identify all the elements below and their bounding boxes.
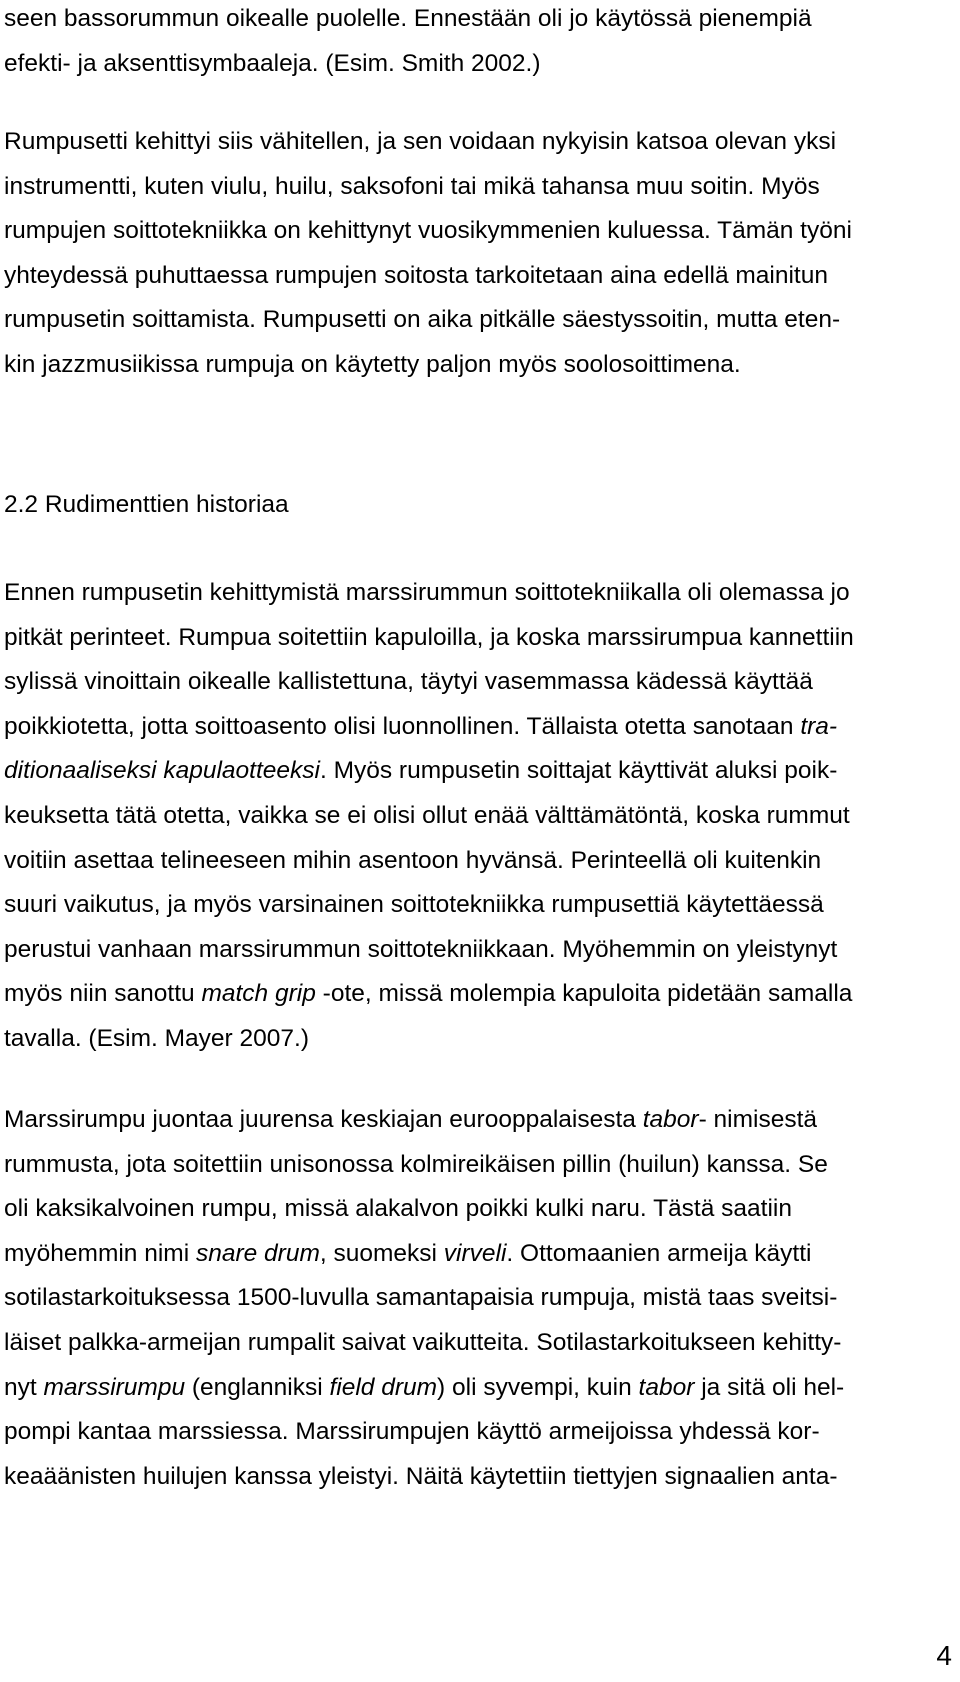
paragraph-line <box>4 846 821 876</box>
paragraph-line <box>4 49 541 79</box>
text-run: Marssirumpu juontaa juurensa keskiajan eurooppalaisesta <box>4 1106 643 1133</box>
text-run: myöhemmin nimi <box>4 1239 196 1267</box>
text-run: - nimisestä <box>698 1106 818 1133</box>
paragraph-line <box>4 801 850 831</box>
italic-text-run: match grip <box>201 980 316 1008</box>
paragraph-line <box>4 1328 841 1358</box>
text-run: ja sitä oli hel- <box>694 1373 845 1401</box>
text-run: instrumentti, kuten viulu, huilu, saksofoni tai mikä tahansa muu soitin. Myös <box>4 172 820 200</box>
text-run: , suomeksi <box>319 1239 444 1267</box>
text-run: yhteydessä puhuttaessa rumpujen soitosta tarkoitetaan aina edellä mainitun <box>4 261 828 289</box>
italic-text-run: ditionaaliseksi kapulaotteeksi <box>4 757 320 785</box>
text-run: tavalla. (Esim. Mayer 2007.) <box>4 1025 309 1052</box>
text-run: (englanniksi <box>185 1373 330 1401</box>
text-run: nyt <box>4 1373 44 1401</box>
text-run: . Myös rumpusetin soittajat käyttivät aluksi poik- <box>319 757 838 785</box>
text-run: läiset palkka-armeijan rumpalit saivat vaikutteita. Sotilastarkoitukseen kehitty- <box>4 1329 842 1356</box>
paragraph-line <box>4 935 837 965</box>
paragraph-line <box>4 979 852 1009</box>
text-run: pitkät perinteet. Rumpua soitettiin kapuloilla, ja koska marssirumpua kannettiin <box>4 623 854 651</box>
italic-text-run: virveli <box>443 1239 507 1267</box>
paragraph-line <box>4 261 828 291</box>
paragraph-line <box>4 127 836 157</box>
text-run: . Ottomaanien armeija käytti <box>506 1239 812 1267</box>
text-run: myös niin sanottu <box>4 980 202 1008</box>
italic-text-run: snare drum <box>195 1239 320 1267</box>
text-run: suuri vaikutus, ja myös varsinainen soittotekniikka rumpusettiä käytettäessä <box>4 891 824 919</box>
italic-text-run: tra- <box>800 712 838 740</box>
italic-text-run: field drum <box>329 1373 438 1401</box>
paragraph-line <box>4 890 824 920</box>
text-run: kin jazzmusiikissa rumpuja on käytetty paljon myös soolosoittimena. <box>4 351 741 378</box>
page-number: 4 <box>936 1640 952 1671</box>
text-run: ) oli syvempi, kuin <box>437 1373 639 1401</box>
text-run: voitiin asettaa telineeseen mihin asentoon hyvänsä. Perinteellä oli kuitenkin <box>4 846 822 874</box>
paragraph-line <box>4 1239 811 1269</box>
paragraph-line <box>4 623 854 653</box>
text-run: -ote, missä molempia kapuloita pidetään samalla <box>315 980 853 1008</box>
italic-text-run: marssirumpu <box>43 1373 186 1401</box>
paragraph-line <box>4 578 850 608</box>
section-heading: 2.2 Rudimenttien historiaa <box>4 491 289 518</box>
text-run: oli kaksikalvoinen rumpu, missä alakalvon poikki kulki naru. Tästä saatiin <box>4 1195 792 1223</box>
text-run: keuksetta tätä otetta, vaikka se ei olisi ollut enää välttämätöntä, koska rummut <box>4 802 850 829</box>
text-run: Ennen rumpusetin kehittymistä marssirummun soittotekniikalla oli olemassa jo <box>4 579 850 606</box>
text-run: sylissä vinoittain oikealle kallistettuna, täytyi vasemmassa kädessä käyttää <box>4 668 813 696</box>
paragraph-line <box>4 1024 309 1054</box>
italic-text-run: tabor <box>642 1106 699 1133</box>
paragraph-line <box>4 1194 792 1224</box>
text-run: keaäänisten huilujen kanssa yleistyi. Näitä käytettiin tiettyjen signaalien anta- <box>4 1462 838 1490</box>
paragraph-line <box>4 305 840 335</box>
text-run: poikkiotetta, jotta soittoasento olisi luonnollinen. Tällaista otetta sanotaan <box>4 712 801 740</box>
paragraph-line <box>4 1373 844 1403</box>
paragraph-line <box>4 350 741 380</box>
text-run: efekti- ja aksenttisymbaaleja. (Esim. Smith 2002.) <box>4 49 541 77</box>
paragraph-line <box>4 1105 817 1135</box>
text-run: seen bassorummun oikealle puolelle. Ennestään oli jo käytössä pienempiä <box>4 5 812 32</box>
paragraph-line <box>4 1417 820 1447</box>
paragraph-line <box>4 1462 837 1492</box>
text-run: rummusta, jota soitettiin unisonossa kolmireikäisen pillin (huilun) kanssa. Se <box>4 1150 828 1178</box>
paragraph-line <box>4 1150 828 1180</box>
paragraph-line <box>4 712 837 742</box>
paragraph-line <box>4 756 837 786</box>
text-run: perustui vanhaan marssirummun soittotekniikkaan. Myöhemmin on yleistynyt <box>4 935 838 963</box>
text-run: Rumpusetti kehittyi siis vähitellen, ja sen voidaan nykyisin katsoa olevan yksi <box>4 128 837 155</box>
paragraph-line <box>4 1283 837 1313</box>
paragraph-line <box>4 667 813 697</box>
italic-text-run: tabor <box>638 1373 695 1401</box>
paragraph-line <box>4 216 852 246</box>
text-run: rumpusetin soittamista. Rumpusetti on aika pitkälle säestyssoitin, mutta eten- <box>4 306 841 334</box>
text-run: rumpujen soittotekniikka on kehittynyt vuosikymmenien kuluessa. Tämän työni <box>4 217 852 245</box>
text-run: pompi kantaa marssiessa. Marssirumpujen käyttö armeijoissa yhdessä kor- <box>4 1418 820 1446</box>
text-run: sotilastarkoituksessa 1500-luvulla samantapaisia rumpuja, mistä taas sveitsi- <box>4 1284 838 1312</box>
paragraph-line <box>4 4 812 34</box>
paragraph-line <box>4 172 820 202</box>
